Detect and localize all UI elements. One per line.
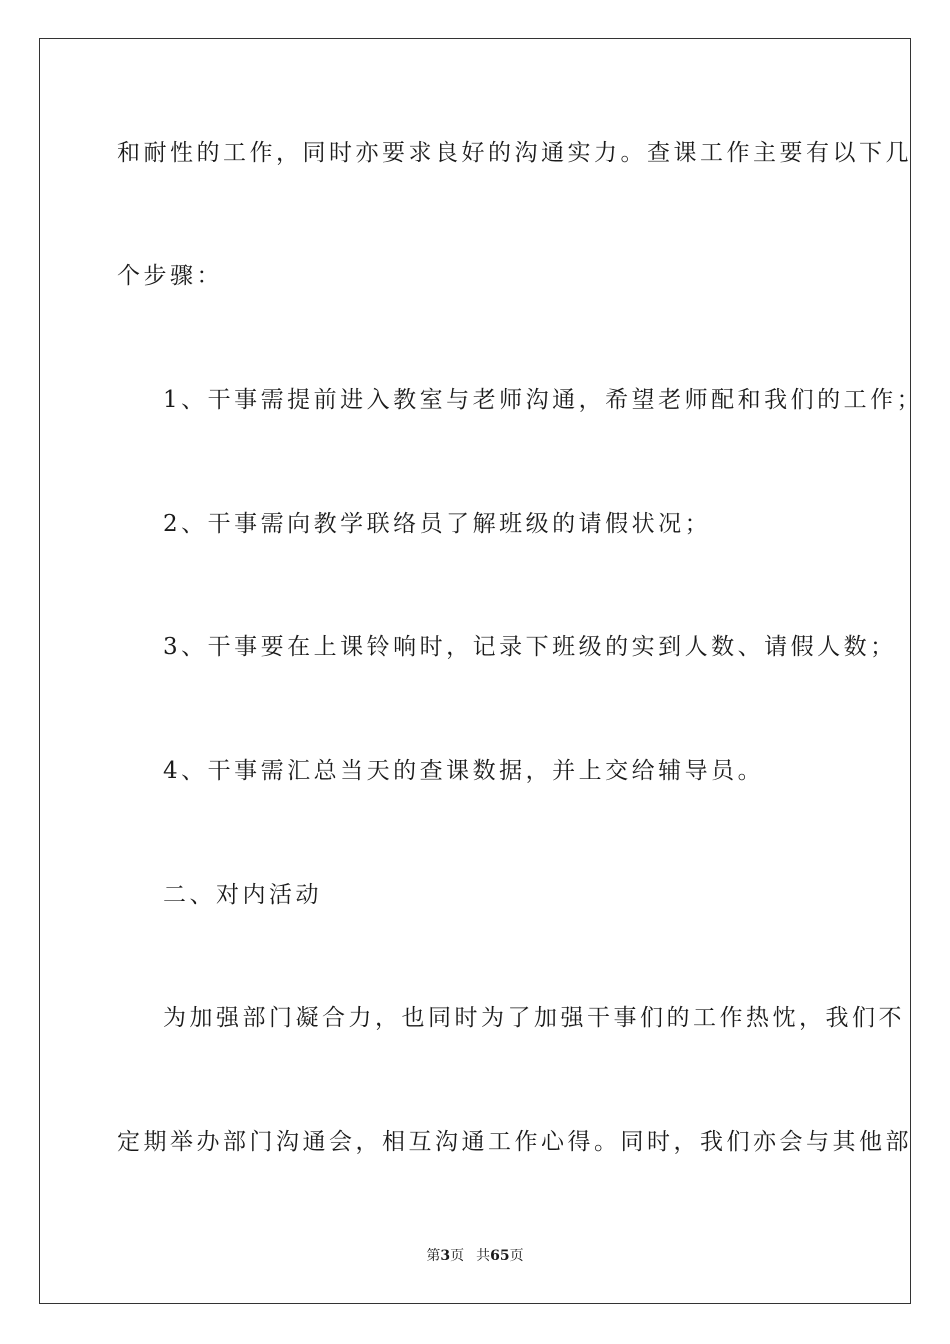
text-line-1: 和耐性的工作，同时亦要求良好的沟通实力。查课工作主要有以下几 bbox=[117, 140, 912, 166]
step-4: 4、干事需汇总当天的查课数据，并上交给辅导员。 bbox=[163, 758, 765, 784]
step-3: 3、干事要在上课铃响时，记录下班级的实到人数、请假人数； bbox=[163, 634, 897, 660]
step-2: 2、干事需向教学联络员了解班级的请假状况； bbox=[163, 511, 712, 537]
footer-page-number: 3 bbox=[440, 1248, 451, 1264]
section-heading: 二、对内活动 bbox=[163, 882, 322, 908]
text-line-2: 个步骤： bbox=[117, 263, 223, 289]
footer-total-pages: 65 bbox=[490, 1248, 510, 1264]
page-border bbox=[39, 38, 911, 1304]
step-1: 1、干事需提前进入教室与老师沟通，希望老师配和我们的工作； bbox=[163, 387, 924, 413]
footer-total-suffix: 页 bbox=[509, 1248, 524, 1264]
paragraph-line-1: 为加强部门凝合力，也同时为了加强干事们的工作热忱，我们不 bbox=[163, 1005, 905, 1031]
footer-page-suffix: 页 bbox=[450, 1248, 465, 1264]
footer-page-prefix: 第 bbox=[426, 1248, 441, 1264]
page-footer bbox=[0, 1246, 950, 1266]
paragraph-line-2: 定期举办部门沟通会，相互沟通工作心得。同时，我们亦会与其他部 bbox=[117, 1129, 912, 1155]
footer-total-prefix: 共 bbox=[476, 1248, 491, 1264]
